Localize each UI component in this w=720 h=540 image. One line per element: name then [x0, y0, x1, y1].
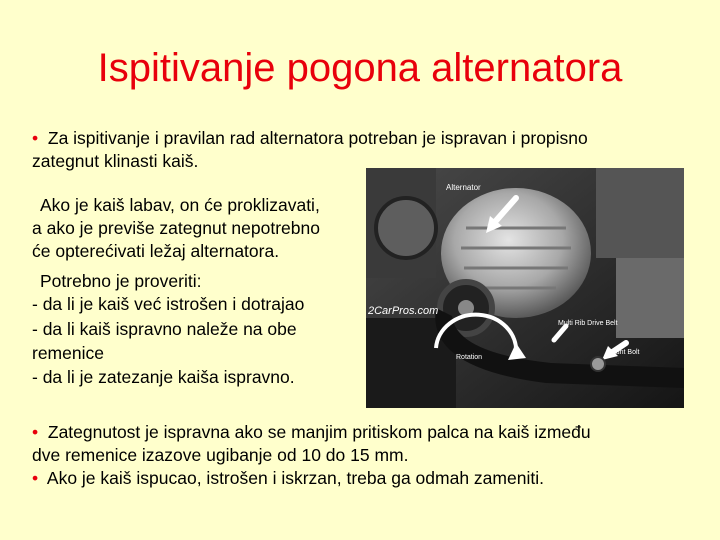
para2-line1: Ako je kaiš labav, on će proklizavati, [40, 195, 320, 215]
bullet1-text: Za ispitivanje i pravilan rad alternatora potreban je ispravan i propisno [47, 128, 588, 148]
label-mount-bolt: Mount Bolt [606, 349, 640, 356]
bullet1-line2: zategnut klinasti kaiš. [32, 151, 199, 171]
slide-title: Ispitivanje pogona alternatora [97, 46, 623, 90]
watermark: 2CarPros.com [368, 305, 439, 317]
bullet2-text: Zategnutost je ispravna ako se manjim pritiskom palca na kaiš između [47, 422, 591, 442]
bullet2-line1 [32, 421, 591, 444]
para3-line3: - da li kaiš ispravno naleže na obe [32, 319, 297, 339]
bullet-marker: • [32, 468, 39, 488]
para2-line3: će opterećivati ležaj alternatora. [32, 241, 280, 261]
bullet3-line1 [32, 467, 544, 490]
para3-line4: remenice [32, 343, 104, 363]
label-rotation: Rotation [456, 354, 483, 361]
bullet2-line2: dve remenice izazove ugibanje od 10 do 15 mm. [32, 445, 409, 465]
para3-line2: - da li je kaiš već istrošen i dotrajao [32, 294, 305, 314]
bullet1-line1 [32, 127, 588, 150]
para3-line1: Potrebno je proveriti: [40, 271, 202, 291]
para3-line5: - da li je zatezanje kaiša ispravno. [32, 367, 295, 387]
bullet3-text: Ako je kaiš ispucao, istrošen i iskrzan, treba ga odmah zameniti. [46, 468, 544, 488]
bullet-marker: • [32, 422, 39, 442]
alternator-photo [366, 168, 684, 408]
bullet-marker: • [32, 128, 39, 148]
alternator-photo-illustration [366, 168, 684, 408]
label-alternator: Alternator [446, 183, 481, 192]
label-belt: Multi Rib Drive Belt [558, 320, 618, 327]
para2-line2: a ako je previše zategnut nepotrebno [32, 218, 320, 238]
